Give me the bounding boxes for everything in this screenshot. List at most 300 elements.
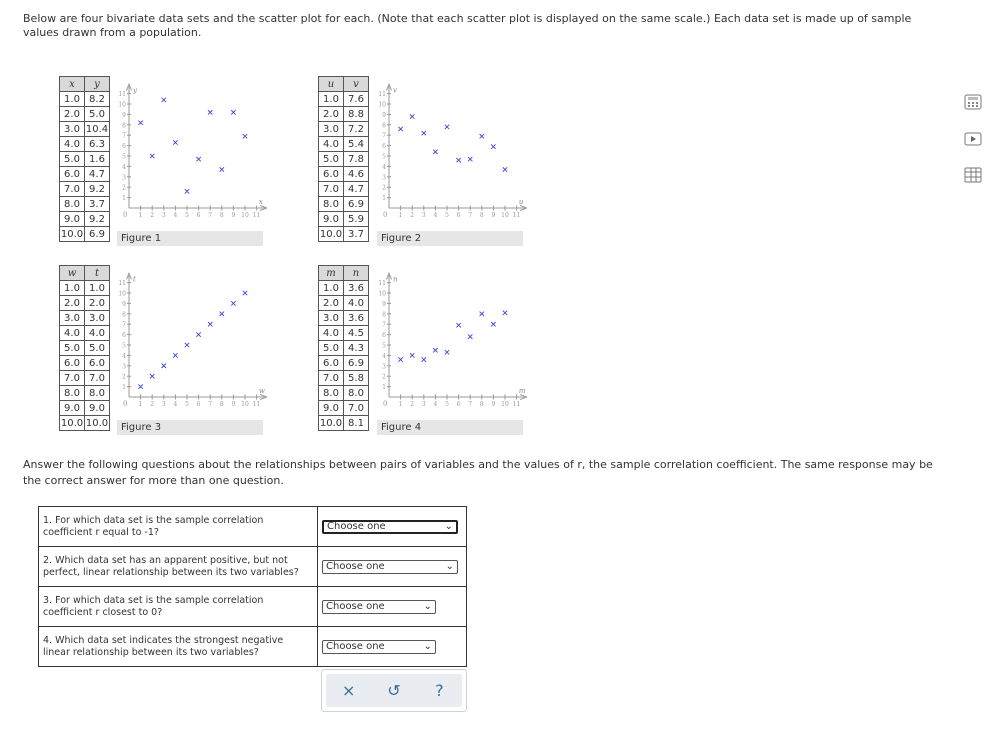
data-table-4	[318, 265, 369, 431]
table-cell: 9.2	[85, 182, 110, 197]
x-tick-label: 7	[468, 212, 473, 219]
data-point	[468, 334, 472, 338]
column-header: t	[85, 266, 110, 281]
y-tick-label: 11	[378, 280, 386, 288]
video-play-icon[interactable]	[964, 131, 982, 147]
question-text: 1. For which data set is the sample correlation coefficient r equal to -1?	[39, 507, 318, 547]
select-value: Choose one	[327, 520, 386, 532]
data-point	[185, 343, 189, 347]
x-tick-label: 3	[421, 401, 426, 408]
y-tick-label: 3	[122, 174, 126, 182]
table-cell: 5.0	[85, 107, 110, 122]
table-cell: 5.0	[319, 152, 344, 167]
x-tick-label: 2	[410, 212, 415, 219]
table-row	[319, 152, 369, 167]
data-point	[398, 127, 402, 131]
data-point	[162, 364, 166, 368]
data-table-1	[59, 76, 110, 242]
table-cell: 5.0	[60, 152, 85, 167]
table-row	[60, 152, 110, 167]
answer-select-1[interactable]	[322, 520, 458, 534]
column-header: u	[319, 77, 344, 92]
data-point	[173, 353, 177, 357]
table-cell: 2.0	[319, 107, 344, 122]
table-row	[319, 296, 369, 311]
table-cell: 6.0	[60, 167, 85, 182]
y-tick-label: 5	[382, 153, 386, 161]
x-tick-label: 6	[196, 212, 201, 219]
table-cell: 1.0	[85, 281, 110, 296]
table-cell: 4.0	[85, 326, 110, 341]
table-cell: 7.6	[344, 92, 369, 107]
x-tick-label: 1	[138, 212, 143, 219]
x-tick-label: 8	[479, 212, 484, 219]
table-cell: 7.0	[60, 182, 85, 197]
data-point	[196, 157, 200, 161]
x-tick-label: 5	[445, 401, 449, 408]
table-row	[60, 167, 110, 182]
y-tick-label: 9	[382, 111, 386, 119]
y-tick-label: 3	[382, 174, 386, 182]
table-row	[60, 401, 110, 416]
x-tick-label: 2	[150, 401, 155, 408]
table-row	[319, 356, 369, 371]
y-tick-label: 8	[122, 311, 126, 319]
table-row	[60, 92, 110, 107]
data-point	[208, 322, 212, 326]
table-cell: 4.0	[60, 326, 85, 341]
x-tick-label: 5	[185, 212, 189, 219]
data-point	[220, 312, 224, 316]
table-row	[60, 416, 110, 431]
table-cell: 8.0	[319, 386, 344, 401]
data-point	[185, 189, 189, 193]
table-cell: 8.0	[60, 386, 85, 401]
table-cell: 3.0	[319, 122, 344, 137]
table-cell: 8.0	[60, 197, 85, 212]
data-point	[173, 140, 177, 144]
table-cell: 5.9	[344, 212, 369, 227]
y-tick-label: 4	[382, 163, 386, 171]
question-text: 2. Which data set has an apparent positive, but not perfect, linear relationship between its two variables?	[39, 547, 318, 587]
x-tick-label: 8	[219, 401, 224, 408]
table-cell: 1.0	[319, 92, 344, 107]
table-row	[60, 197, 110, 212]
table-cell: 1.6	[85, 152, 110, 167]
x-tick-label: 10	[501, 212, 509, 219]
x-tick-label: 5	[445, 212, 449, 219]
column-header: x	[60, 77, 85, 92]
data-point	[456, 158, 460, 162]
table-row	[319, 107, 369, 122]
chevron-down-icon: ⌄	[423, 600, 432, 612]
questions-table	[38, 506, 467, 667]
column-header: m	[319, 266, 344, 281]
x-tick-label: 9	[491, 401, 496, 408]
table-cell: 4.0	[319, 137, 344, 152]
help-button[interactable]: ?	[435, 681, 444, 700]
x-tick-label: 7	[208, 212, 213, 219]
table-cell: 4.6	[344, 167, 369, 182]
x-tick-label: 11	[252, 212, 261, 219]
table-cell: 8.0	[319, 197, 344, 212]
question-row	[39, 547, 467, 587]
x-tick-label: 2	[410, 401, 415, 408]
y-tick-label: 4	[122, 352, 126, 360]
x-tick-label: 2	[150, 212, 155, 219]
y-axis-label: v	[393, 86, 397, 95]
table-cell: 10.0	[60, 417, 84, 429]
x-tick-label: 6	[456, 212, 461, 219]
data-point	[150, 374, 154, 378]
table-cell: 3.0	[85, 311, 110, 326]
origin-label: 0	[123, 211, 128, 219]
x-tick-label: 1	[398, 401, 403, 408]
x-tick-label: 9	[231, 212, 236, 219]
data-table-icon[interactable]	[964, 167, 982, 183]
chevron-down-icon: ⌄	[445, 560, 454, 572]
table-row	[319, 167, 369, 182]
table-row	[60, 311, 110, 326]
x-tick-label: 11	[252, 401, 261, 408]
x-tick-label: 10	[501, 401, 509, 408]
table-cell: 9.0	[319, 401, 344, 416]
table-row	[319, 212, 369, 227]
select-value: Choose one	[326, 560, 385, 572]
table-row	[319, 182, 369, 197]
table-row	[60, 182, 110, 197]
scatter-plot-4	[377, 267, 527, 417]
table-cell: 6.9	[344, 356, 369, 371]
data-point	[243, 291, 247, 295]
table-cell: 4.0	[319, 326, 344, 341]
scatter-plot-3	[117, 267, 267, 417]
table-cell: 8.2	[85, 92, 110, 107]
x-tick-label: 8	[219, 212, 224, 219]
table-cell: 4.5	[344, 326, 369, 341]
y-tick-label: 6	[382, 332, 386, 340]
origin-label: 0	[383, 211, 388, 219]
column-header: v	[344, 77, 369, 92]
y-tick-label: 8	[382, 311, 386, 319]
table-cell: 6.3	[85, 137, 110, 152]
table-row	[60, 212, 110, 227]
x-tick-label: 10	[241, 401, 249, 408]
y-tick-label: 8	[382, 122, 386, 130]
data-point	[138, 121, 142, 125]
answer-select-4[interactable]	[322, 640, 436, 654]
x-tick-label: 3	[421, 212, 426, 219]
table-cell: 3.0	[60, 311, 85, 326]
y-tick-label: 5	[122, 153, 126, 161]
data-point	[445, 350, 449, 354]
data-point	[196, 332, 200, 336]
table-cell: 5.0	[60, 341, 85, 356]
data-point	[433, 348, 437, 352]
select-value: Choose one	[326, 640, 385, 652]
data-point	[468, 157, 472, 161]
data-point	[410, 114, 414, 118]
table-cell: 7.0	[60, 371, 85, 386]
table-row	[60, 326, 110, 341]
data-point	[422, 131, 426, 135]
figure-caption-1: Figure 1	[117, 231, 263, 246]
data-point	[480, 134, 484, 138]
y-tick-label: 11	[118, 280, 126, 288]
instructions-text: Below are four bivariate data sets and the scatter plot for each. (Note that each scatter plot is displayed on the same scale.) Each data set is made up of sample values drawn from a population.	[23, 12, 912, 39]
y-tick-label: 9	[122, 300, 126, 308]
x-axis-label: u	[518, 198, 524, 206]
y-tick-label: 7	[122, 132, 126, 140]
data-point	[503, 311, 507, 315]
table-cell: 7.0	[344, 401, 369, 416]
x-tick-label: 11	[512, 212, 521, 219]
data-point	[410, 353, 414, 357]
table-header-row	[319, 266, 369, 281]
x-tick-label: 6	[196, 401, 201, 408]
data-point	[398, 357, 402, 361]
question-row	[39, 587, 467, 627]
y-tick-label: 11	[118, 91, 126, 99]
table-cell: 10.0	[85, 417, 109, 429]
table-cell: 7.0	[85, 371, 110, 386]
table-row	[60, 107, 110, 122]
table-row	[319, 281, 369, 296]
clear-button[interactable]: ×	[341, 681, 356, 700]
table-cell: 10.4	[85, 123, 109, 135]
table-cell: 7.2	[344, 122, 369, 137]
figure-caption-3: Figure 3	[117, 420, 263, 435]
column-header: y	[85, 77, 110, 92]
table-row	[60, 122, 110, 137]
select-value: Choose one	[326, 600, 385, 612]
table-cell: 8.0	[344, 386, 369, 401]
table-row	[319, 401, 369, 416]
data-table-2	[318, 76, 369, 242]
table-cell: 4.0	[60, 137, 85, 152]
column-header: w	[60, 266, 85, 281]
data-point	[220, 167, 224, 171]
table-cell: 5.0	[319, 341, 344, 356]
table-cell: 9.0	[60, 212, 85, 227]
table-cell: 10.0	[60, 228, 84, 240]
table-row	[319, 341, 369, 356]
table-row	[319, 227, 369, 242]
table-row	[60, 227, 110, 242]
table-cell: 8.1	[344, 416, 369, 431]
table-cell: 6.0	[319, 167, 344, 182]
y-tick-label: 9	[122, 111, 126, 119]
y-tick-label: 1	[382, 384, 386, 392]
data-point	[433, 150, 437, 154]
x-tick-label: 3	[161, 212, 166, 219]
y-tick-label: 4	[382, 352, 386, 360]
y-tick-label: 2	[382, 373, 386, 381]
scatter-plot-1	[117, 78, 267, 228]
answer-select-2[interactable]	[322, 560, 458, 574]
y-tick-label: 2	[122, 373, 126, 381]
scatter-plot-2	[377, 78, 527, 228]
table-row	[319, 371, 369, 386]
y-tick-label: 7	[382, 321, 386, 329]
x-tick-label: 1	[398, 212, 403, 219]
y-tick-label: 2	[122, 184, 126, 192]
y-tick-label: 5	[122, 342, 126, 350]
data-point	[445, 125, 449, 129]
table-row	[60, 296, 110, 311]
table-row	[319, 416, 369, 431]
x-tick-label: 6	[456, 401, 461, 408]
y-tick-label: 6	[122, 332, 126, 340]
y-tick-label: 6	[382, 143, 386, 151]
data-point	[208, 110, 212, 114]
table-row	[319, 311, 369, 326]
table-cell: 3.6	[344, 311, 369, 326]
answer-select-3[interactable]	[322, 600, 436, 614]
column-header: n	[344, 266, 369, 281]
table-row	[60, 371, 110, 386]
table-cell: 2.0	[85, 296, 110, 311]
y-axis-label: t	[133, 275, 136, 284]
table-header-row	[319, 77, 369, 92]
table-cell: 1.0	[60, 92, 85, 107]
y-tick-label: 10	[378, 101, 386, 109]
y-tick-label: 10	[118, 101, 126, 109]
table-cell: 2.0	[319, 296, 344, 311]
undo-button[interactable]: ↺	[387, 681, 401, 700]
x-tick-label: 4	[173, 212, 178, 219]
table-cell: 2.0	[60, 296, 85, 311]
question-row	[39, 507, 467, 547]
table-cell: 1.0	[60, 281, 85, 296]
x-tick-label: 8	[479, 401, 484, 408]
table-cell: 2.0	[60, 107, 85, 122]
y-tick-label: 10	[118, 290, 126, 298]
table-cell: 9.0	[319, 212, 344, 227]
y-tick-label: 11	[378, 91, 386, 99]
table-cell: 10.0	[319, 228, 343, 240]
table-cell: 6.0	[85, 356, 110, 371]
y-tick-label: 3	[382, 363, 386, 371]
figure-caption-4: Figure 4	[377, 420, 523, 435]
y-tick-label: 7	[122, 321, 126, 329]
table-header-row	[60, 266, 110, 281]
x-tick-label: 4	[433, 212, 438, 219]
table-cell: 5.8	[344, 371, 369, 386]
y-tick-label: 6	[122, 143, 126, 151]
question-row	[39, 627, 467, 667]
data-point	[231, 110, 235, 114]
table-cell: 8.8	[344, 107, 369, 122]
question-text: 3. For which data set is the sample correlation coefficient r closest to 0?	[39, 587, 318, 627]
table-row	[319, 326, 369, 341]
y-axis-label: y	[133, 86, 137, 95]
x-tick-label: 1	[138, 401, 143, 408]
table-cell: 6.0	[60, 356, 85, 371]
table-cell: 8.0	[85, 386, 110, 401]
data-point	[231, 301, 235, 305]
y-axis-label: n	[393, 275, 398, 284]
data-point	[422, 357, 426, 361]
answer-toolbar	[321, 669, 467, 712]
table-row	[60, 386, 110, 401]
table-row	[319, 197, 369, 212]
table-cell: 3.0	[319, 311, 344, 326]
question-text: 4. Which data set indicates the strongest negative linear relationship between its two variables?	[39, 627, 318, 667]
chevron-down-icon: ⌄	[423, 640, 432, 652]
x-tick-label: 7	[468, 401, 473, 408]
y-tick-label: 2	[382, 184, 386, 192]
y-tick-label: 1	[122, 195, 126, 203]
table-row	[60, 356, 110, 371]
table-cell: 9.0	[60, 401, 85, 416]
table-cell: 3.0	[60, 122, 85, 137]
data-point	[480, 312, 484, 316]
table-cell: 6.9	[85, 227, 110, 242]
x-tick-label: 10	[241, 212, 249, 219]
data-point	[491, 144, 495, 148]
table-header-row	[60, 77, 110, 92]
table-row	[319, 122, 369, 137]
question-instructions: Answer the following questions about the relationships between pairs of variables and the values of r, the sample correlation coefficient. The same response may be the correct answer for more than one question.	[23, 458, 933, 487]
x-tick-label: 9	[231, 401, 236, 408]
x-axis-label: m	[518, 387, 526, 395]
table-cell: 4.7	[85, 167, 110, 182]
table-cell: 7.0	[319, 371, 344, 386]
x-tick-label: 5	[185, 401, 189, 408]
y-tick-label: 1	[382, 195, 386, 203]
table-cell: 3.7	[85, 197, 110, 212]
x-tick-label: 11	[512, 401, 521, 408]
data-point	[503, 167, 507, 171]
calculator-icon[interactable]	[964, 94, 982, 110]
table-row	[60, 281, 110, 296]
x-axis-label: w	[258, 387, 265, 395]
table-row	[319, 92, 369, 107]
data-point	[491, 322, 495, 326]
data-point	[243, 134, 247, 138]
x-tick-label: 4	[173, 401, 178, 408]
table-cell: 3.7	[344, 227, 369, 242]
y-tick-label: 9	[382, 300, 386, 308]
y-tick-label: 3	[122, 363, 126, 371]
y-tick-label: 1	[122, 384, 126, 392]
data-point	[456, 323, 460, 327]
x-tick-label: 7	[208, 401, 213, 408]
y-tick-label: 8	[122, 122, 126, 130]
origin-label: 0	[123, 400, 128, 408]
table-cell: 5.0	[85, 341, 110, 356]
table-cell: 4.3	[344, 341, 369, 356]
table-cell: 7.8	[344, 152, 369, 167]
data-point	[162, 98, 166, 102]
y-tick-label: 7	[382, 132, 386, 140]
table-row	[319, 386, 369, 401]
figure-caption-2: Figure 2	[377, 231, 523, 246]
table-cell: 4.0	[344, 296, 369, 311]
table-cell: 10.0	[319, 417, 343, 429]
table-cell: 6.9	[344, 197, 369, 212]
table-row	[60, 341, 110, 356]
x-axis-label: x	[258, 198, 263, 206]
data-point	[138, 384, 142, 388]
table-cell: 5.4	[344, 137, 369, 152]
y-tick-label: 5	[382, 342, 386, 350]
data-table-3	[59, 265, 110, 431]
table-cell: 9.2	[85, 212, 110, 227]
table-cell: 1.0	[319, 281, 344, 296]
table-cell: 9.0	[85, 401, 110, 416]
